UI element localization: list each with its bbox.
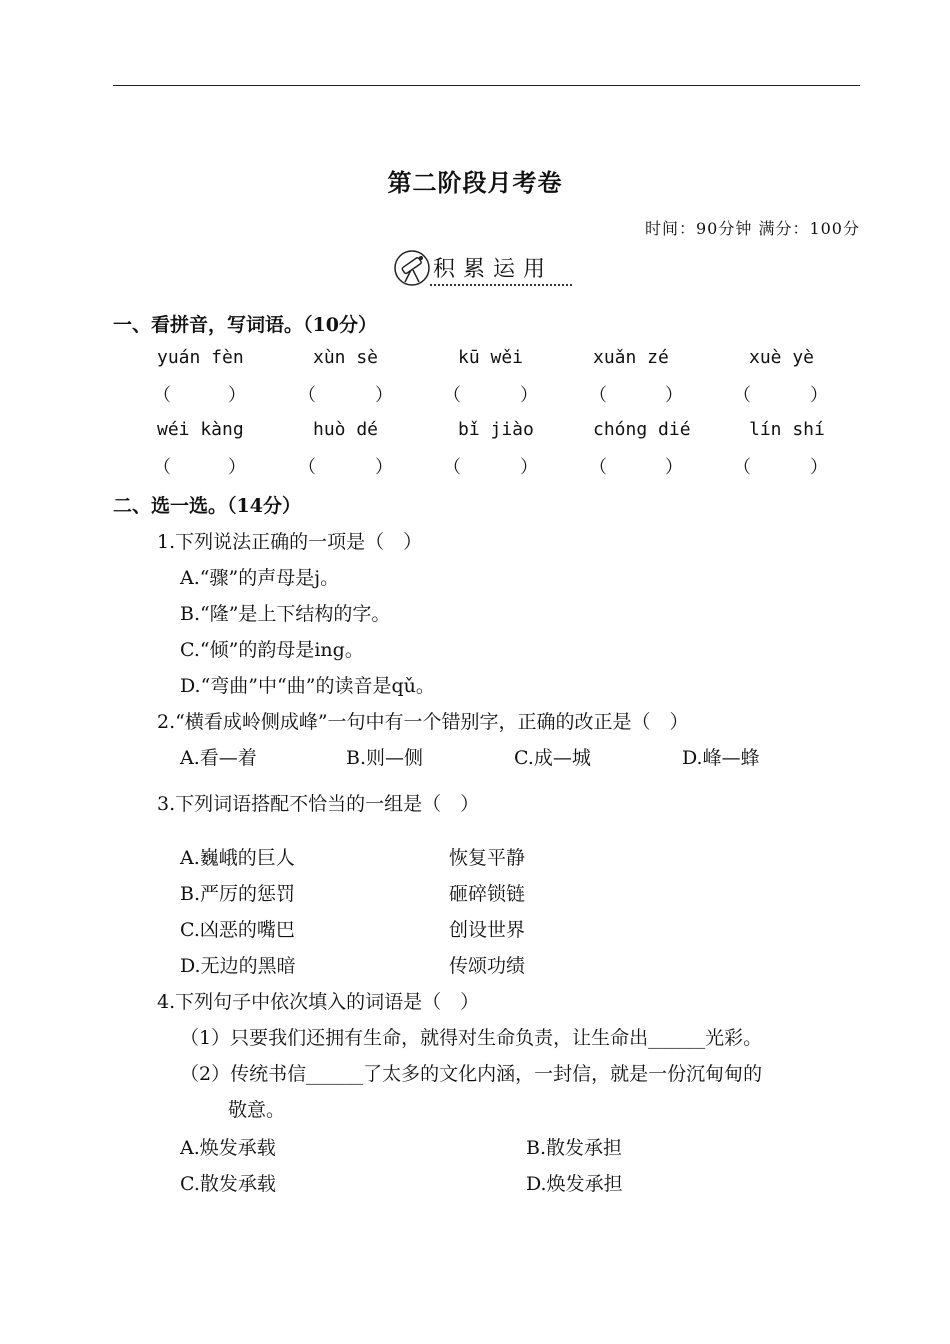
pinyin-item: wéi kàng — [157, 419, 244, 440]
pinyin-item: bǐ jiào — [458, 419, 534, 440]
header-rule — [113, 85, 860, 86]
q1-option-a[interactable]: A.“骤”的声母是j。 — [180, 567, 340, 589]
answer-blank-close: ） — [665, 457, 683, 478]
q3-option-a[interactable]: A.巍峨的巨人 — [180, 847, 295, 869]
exam-meta: 时间：90分钟 满分：100分 — [645, 219, 860, 238]
answer-blank-close: ） — [665, 385, 683, 406]
q1-option-d[interactable]: D.“弯曲”中“曲”的读音是qǔ。 — [180, 675, 435, 697]
answer-blank-open[interactable]: （ — [733, 385, 751, 406]
answer-blank-open[interactable]: （ — [153, 385, 171, 406]
pinyin-item: xuǎn zé — [593, 347, 669, 368]
q2-option-b[interactable]: B.则—侧 — [346, 747, 424, 769]
section1-heading: 一、看拼音，写词语。（10分） — [113, 314, 377, 336]
pinyin-item: yuán fèn — [157, 347, 244, 368]
pinyin-item: huò dé — [313, 419, 379, 440]
q3-option-a-pair: 恢复平静 — [449, 847, 526, 869]
answer-blank-open[interactable]: （ — [443, 385, 461, 406]
question-2-stem: 2.“横看成岭侧成峰”一句中有一个错别字，正确的改正是（ ） — [157, 711, 689, 733]
pinyin-item: xùn sè — [313, 347, 379, 368]
answer-blank-open[interactable]: （ — [298, 385, 316, 406]
answer-blank-close: ） — [810, 385, 828, 406]
telescope-icon — [392, 248, 432, 288]
answer-blank-close: ） — [228, 457, 246, 478]
question-3-stem: 3.下列词语搭配不恰当的一组是（ ） — [157, 793, 480, 815]
q3-option-c[interactable]: C.凶恶的嘴巴 — [180, 919, 295, 941]
q3-option-c-pair: 创设世界 — [449, 919, 526, 941]
q4-option-d[interactable]: D.焕发承担 — [526, 1173, 623, 1195]
q3-option-d[interactable]: D.无边的黑暗 — [180, 955, 296, 977]
q4-option-a[interactable]: A.焕发承载 — [180, 1137, 276, 1159]
answer-blank-close: ） — [228, 385, 246, 406]
q3-option-b-pair: 砸碎锁链 — [449, 883, 526, 905]
q4-option-c[interactable]: C.散发承载 — [180, 1173, 276, 1195]
answer-blank-open[interactable]: （ — [443, 457, 461, 478]
q2-option-c[interactable]: C.成—城 — [514, 747, 591, 769]
question-1-stem: 1.下列说法正确的一项是（ ） — [157, 531, 423, 553]
banner-underline — [430, 284, 572, 286]
answer-blank-open[interactable]: （ — [589, 385, 607, 406]
answer-blank-open[interactable]: （ — [733, 457, 751, 478]
answer-blank-open[interactable]: （ — [153, 457, 171, 478]
q2-option-d[interactable]: D.峰—蜂 — [682, 747, 760, 769]
q1-option-b[interactable]: B.“隆”是上下结构的字。 — [180, 603, 391, 625]
answer-blank-close: ） — [520, 385, 538, 406]
q2-option-a[interactable]: A.看—着 — [180, 747, 257, 769]
question-4-stem: 4.下列句子中依次填入的词语是（ ） — [157, 991, 480, 1013]
answer-blank-open[interactable]: （ — [589, 457, 607, 478]
answer-blank-close: ） — [375, 457, 393, 478]
answer-blank-close: ） — [375, 385, 393, 406]
q4-sentence-2-cont: 敬意。 — [228, 1099, 286, 1121]
section2-heading: 二、选一选。（14分） — [113, 495, 301, 517]
q1-option-c[interactable]: C.“倾”的韵母是ing。 — [180, 639, 364, 661]
answer-blank-open[interactable]: （ — [298, 457, 316, 478]
q4-sentence-2: （2）传统书信______了太多的文化内涵，一封信，就是一份沉甸甸的 — [180, 1063, 763, 1085]
pinyin-item: xuè yè — [749, 347, 815, 368]
pinyin-item: kū wěi — [458, 347, 524, 368]
banner-label: 积累运用 — [433, 257, 554, 282]
page-title: 第二阶段月考卷 — [387, 168, 563, 197]
q3-option-b[interactable]: B.严厉的惩罚 — [180, 883, 296, 905]
answer-blank-close: ） — [520, 457, 538, 478]
q4-option-b[interactable]: B.散发承担 — [526, 1137, 623, 1159]
pinyin-item: chóng dié — [593, 419, 691, 440]
answer-blank-close: ） — [810, 457, 828, 478]
pinyin-item: lín shí — [749, 419, 825, 440]
q4-sentence-1: （1）只要我们还拥有生命，就得对生命负责，让生命出______光彩。 — [180, 1027, 763, 1049]
q3-option-d-pair: 传颂功绩 — [449, 955, 526, 977]
